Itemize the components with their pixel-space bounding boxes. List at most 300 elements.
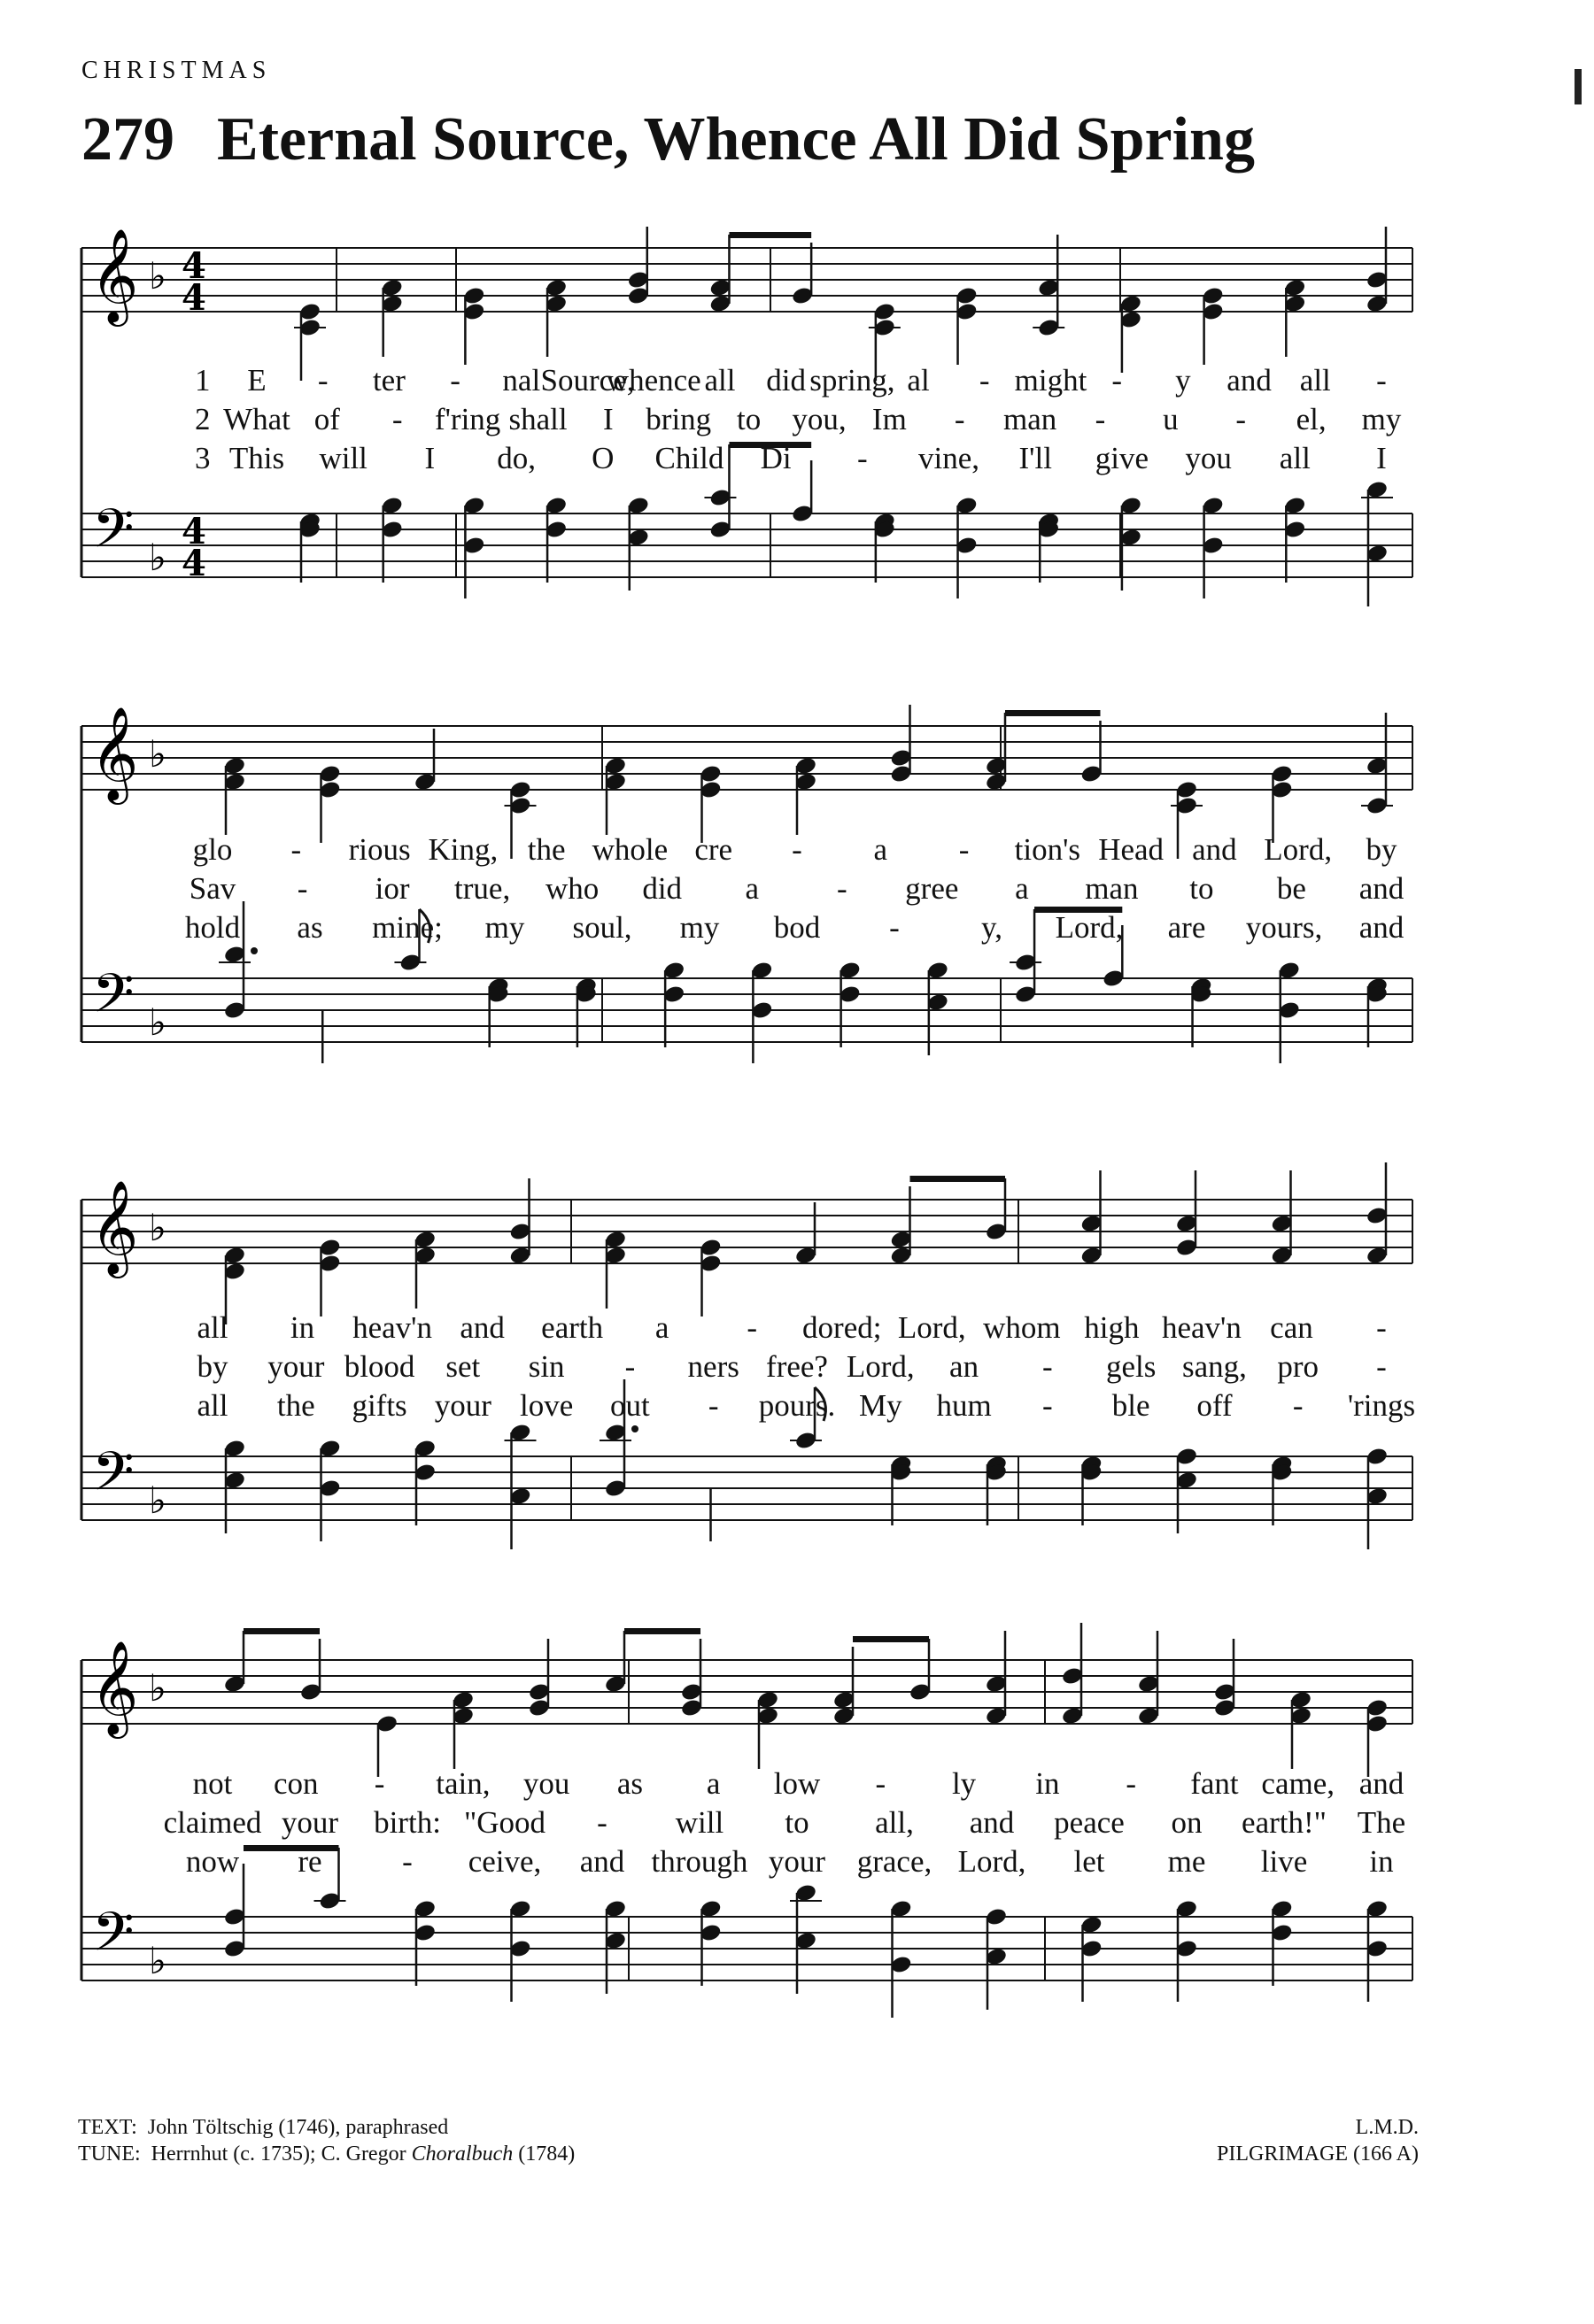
lyric-syllable: your: [434, 1388, 491, 1423]
text-credit-label: TEXT:: [78, 2116, 137, 2139]
lyric-syllable: will: [319, 441, 368, 475]
lyric-syllable: my: [1361, 402, 1402, 436]
lyric-syllable: What: [223, 402, 290, 436]
bass-chord: [699, 1899, 722, 1986]
bass-clef-icon: 𝄢: [92, 1440, 135, 1517]
verse-number: 3: [195, 441, 211, 475]
lyric-syllable: of: [313, 402, 340, 436]
treble-chord: [604, 1631, 627, 1694]
lyric-syllable: are: [1167, 910, 1206, 945]
lyric-syllable: hum: [936, 1388, 992, 1423]
lyric-syllable: by: [1366, 832, 1397, 867]
treble-chord: [528, 1639, 551, 1718]
lyric-syllable: al: [907, 363, 930, 398]
treble-chord: [955, 286, 978, 365]
lyric-syllable: all,: [875, 1805, 914, 1840]
lyric-syllable: did: [642, 871, 683, 906]
text-credit: John Töltschig (1746), paraphrased: [147, 2116, 449, 2139]
hyphen: -: [1111, 363, 1122, 398]
bass-chord: [955, 496, 978, 598]
lyric-syllable: y: [1175, 363, 1191, 398]
beam: [244, 1628, 320, 1634]
lyric-syllable: to: [1189, 871, 1214, 906]
lyric-syllable: My: [858, 1388, 902, 1423]
bass-chord: [627, 496, 650, 591]
lyric-syllable: and: [460, 1310, 505, 1345]
bass-chord: [508, 1899, 531, 2002]
lyric-syllable: will: [675, 1805, 724, 1840]
treble-chord: [1366, 1162, 1389, 1265]
treble-chord: [889, 1186, 912, 1265]
treble-chord: [627, 227, 650, 305]
lyric-syllable: and: [1358, 871, 1404, 906]
time-signature-top: 4: [182, 511, 206, 552]
lyric-syllable: in: [1369, 1844, 1394, 1879]
lyric-syllable: y,: [981, 910, 1002, 945]
lyric-syllable: glo: [192, 832, 233, 867]
lyric-syllable: man: [1085, 871, 1139, 906]
lyric-syllable: you: [522, 1766, 570, 1801]
lyric-syllable: in: [290, 1310, 315, 1345]
lyric-syllable: be: [1276, 871, 1306, 906]
treble-chord: [414, 729, 437, 791]
margin-mark: [1575, 69, 1582, 104]
treble-chord: [1270, 764, 1293, 843]
hymn-title: Eternal Source, Whence All Did Spring: [217, 105, 1255, 174]
meter: L.M.D.: [1355, 2116, 1419, 2139]
bass-chord: [462, 496, 485, 598]
hyphen: -: [1376, 363, 1387, 398]
lyric-syllable: an: [949, 1349, 979, 1384]
lyric-syllable: the: [527, 832, 566, 867]
lyric-syllable: I'll: [1018, 441, 1052, 475]
beam: [624, 1628, 700, 1634]
lyric-syllable: rious: [348, 832, 411, 867]
lyric-syllable: Child: [654, 441, 724, 475]
lyric-syllable: your: [267, 1349, 325, 1384]
lyric-line: [177, 1766, 1404, 1805]
lyric-syllable: sang,: [1181, 1349, 1247, 1384]
treble-chord: [604, 756, 627, 835]
lyric-syllable: who: [546, 871, 600, 906]
lyric-syllable: as: [616, 1766, 643, 1801]
bass-chord: [298, 512, 321, 583]
bass-chord: [1119, 496, 1142, 591]
lyric-syllable: "Good: [463, 1805, 546, 1840]
lyric-syllable: your: [768, 1844, 826, 1879]
lyric-syllable: claimed: [163, 1805, 262, 1840]
lyric-syllable: all: [197, 1388, 228, 1423]
lyric-syllable: ceive,: [468, 1844, 542, 1879]
hyphen: -: [374, 1766, 385, 1801]
lyric-syllable: E: [247, 363, 267, 398]
flat-icon: ♭: [149, 732, 166, 776]
lyric-syllable: Lord,: [957, 1844, 1026, 1879]
lyric-syllable: 'rings: [1347, 1388, 1416, 1423]
lyric-syllable: King,: [428, 832, 499, 867]
bass-chord: [604, 1899, 627, 1994]
hymn-number: 279: [81, 105, 174, 174]
lyric-syllable: ter: [372, 363, 406, 398]
bass-chord: [1366, 977, 1389, 1047]
lyric-syllable: blood: [344, 1349, 415, 1384]
lyric-syllable: Lord,: [1264, 832, 1333, 867]
hyphen: -: [1376, 1349, 1387, 1384]
music-system: [0, 682, 1594, 1133]
lyric-syllable: pours.: [758, 1388, 836, 1423]
treble-chord: [414, 1230, 437, 1309]
treble-chord: [452, 1690, 475, 1769]
lyric-syllable: mine;: [372, 910, 443, 945]
tune-credit-book: Choralbuch: [411, 2143, 514, 2166]
lyric-syllable: high: [1084, 1310, 1140, 1345]
treble-chord: [756, 1690, 779, 1769]
lyric-line: [177, 441, 1404, 480]
lyric-syllable: all: [1299, 363, 1331, 398]
lyric-syllable: and: [1192, 832, 1237, 867]
treble-chord: [223, 1631, 246, 1694]
bass-chord: [889, 1455, 912, 1525]
bass-chord: [1037, 512, 1060, 583]
section-label: CHRISTMAS: [81, 57, 272, 84]
bass-chord: [1366, 1447, 1389, 1549]
lyric-syllable: The: [1357, 1805, 1406, 1840]
tune-name: PILGRIMAGE (166 A): [1217, 2143, 1419, 2166]
lyric-line: [177, 832, 1404, 871]
flat-icon: ♭: [149, 1479, 166, 1522]
treble-chord: [1270, 1170, 1293, 1265]
flat-icon: ♭: [149, 1939, 166, 1982]
lyric-syllable: Sav: [189, 871, 236, 906]
music-system: [0, 1611, 1594, 2072]
treble-chord: [223, 756, 246, 835]
lyric-syllable: give: [1095, 441, 1149, 475]
treble-clef-icon: 𝄞: [90, 706, 139, 800]
treble-chord: [545, 278, 568, 357]
lyric-syllable: ble: [1111, 1388, 1150, 1423]
bass-chord: [1270, 1455, 1293, 1525]
treble-clef-icon: 𝄞: [90, 228, 139, 322]
time-signature-bottom: 4: [182, 277, 206, 319]
lyric-syllable: Head: [1098, 832, 1165, 867]
hyphen: -: [391, 402, 403, 436]
lyric-syllable: birth:: [374, 1805, 441, 1840]
lyric-syllable: can: [1270, 1310, 1313, 1345]
lyric-syllable: Lord,: [846, 1349, 915, 1384]
bass-chord: [414, 1899, 437, 1986]
lyric-syllable: all: [1279, 441, 1311, 475]
lyric-syllable: did: [766, 363, 807, 398]
lyric-syllable: ior: [375, 871, 410, 906]
treble-chord: [889, 705, 912, 784]
lyric-syllable: whom: [983, 1310, 1061, 1345]
lyric-syllable: gree: [905, 871, 959, 906]
hyphen: -: [290, 832, 302, 867]
lyric-line: [177, 402, 1404, 441]
lyric-line: [163, 1805, 1406, 1844]
lyric-syllable: peace: [1054, 1805, 1125, 1840]
lyric-syllable: heav'n: [1161, 1310, 1242, 1345]
lyric-syllable: a: [654, 1310, 669, 1345]
bass-chord: [223, 1439, 246, 1533]
music-system: [0, 1151, 1594, 1611]
treble-chord: [1366, 227, 1389, 313]
lyric-syllable: my: [679, 910, 720, 945]
bass-chord: [1079, 1455, 1103, 1525]
treble-chord: [1202, 286, 1225, 365]
bass-chord: [662, 961, 685, 1047]
lyric-syllable: Lord,: [1055, 910, 1124, 945]
lyric-syllable: whole: [592, 832, 669, 867]
lyric-line: [177, 1844, 1404, 1883]
bass-chord: [505, 1423, 537, 1549]
lyric-syllable: re: [298, 1844, 322, 1879]
lyric-syllable: in: [1035, 1766, 1060, 1801]
lyric-syllable: tion's: [1014, 832, 1081, 867]
lyric-syllable: the: [276, 1388, 315, 1423]
treble-chord: [299, 1639, 322, 1702]
hyphen: -: [317, 363, 329, 398]
lyric-syllable: my: [484, 910, 525, 945]
treble-chord: [1119, 294, 1142, 373]
lyric-syllable: all: [704, 363, 736, 398]
flat-icon: ♭: [149, 536, 166, 579]
tune-credit: Herrnhut (c. 1735); C. Gregor: [151, 2143, 412, 2166]
beam: [910, 1176, 1006, 1182]
verse-number: 1: [195, 363, 211, 398]
bass-chord: [1270, 1899, 1293, 1986]
bass-chord: [1202, 496, 1225, 598]
lyric-syllable: Di: [760, 441, 792, 475]
lyric-syllable: Im: [871, 402, 907, 436]
bass-chord: [926, 961, 949, 1055]
hyphen: -: [708, 1388, 719, 1423]
bass-chord: [1278, 961, 1301, 1063]
lyric-syllable: you,: [792, 402, 847, 436]
bass-chord: [1189, 977, 1212, 1047]
lyric-syllable: ners: [687, 1349, 739, 1384]
hyphen: -: [857, 441, 868, 475]
lyric-syllable: a: [745, 871, 759, 906]
treble-chord: [1366, 1698, 1389, 1777]
tune-credit-line: [78, 2141, 575, 2167]
hyphen: -: [1095, 402, 1106, 436]
lyric-syllable: whence: [606, 363, 701, 398]
flat-icon: ♭: [149, 1206, 166, 1249]
lyric-syllable: free?: [766, 1349, 828, 1384]
lyric-syllable: u: [1163, 402, 1179, 436]
hyphen: -: [1042, 1388, 1053, 1423]
lyric-syllable: shall: [508, 402, 568, 436]
treble-chord: [1033, 235, 1064, 337]
treble-clef-icon: 𝄞: [90, 1640, 139, 1734]
lyric-syllable: hold: [184, 910, 241, 945]
treble-chord: [699, 764, 722, 843]
hyphen: -: [1376, 1310, 1387, 1345]
treble-chord: [1175, 1170, 1198, 1257]
lyric-syllable: and: [1226, 363, 1272, 398]
bass-chord: [985, 1907, 1008, 2010]
hyphen: -: [979, 363, 990, 398]
lyric-syllable: grace,: [856, 1844, 932, 1879]
lyric-syllable: as: [297, 910, 323, 945]
lyric-syllable: came,: [1261, 1766, 1335, 1801]
lyric-syllable: heav'n: [352, 1310, 433, 1345]
bass-chord: [750, 961, 773, 1063]
treble-chord: [462, 286, 485, 365]
lyric-syllable: me: [1167, 1844, 1206, 1879]
lyric-syllable: and: [1358, 910, 1404, 945]
treble-chord: [1283, 278, 1306, 357]
treble-chord: [985, 1178, 1008, 1241]
hyphen: -: [792, 832, 802, 867]
lyric-line: [177, 871, 1404, 910]
music-system: [0, 204, 1594, 673]
hyphen: -: [836, 871, 847, 906]
flat-icon: ♭: [149, 1000, 166, 1044]
text-credit-line: [78, 2114, 575, 2141]
treble-chord: [1137, 1631, 1160, 1726]
bass-chord: [318, 1439, 341, 1541]
lyric-syllable: low: [773, 1766, 821, 1801]
bass-chord: [985, 1455, 1008, 1525]
lyric-syllable: cre: [694, 832, 733, 867]
lyric-syllable: love: [520, 1388, 574, 1423]
lyric-syllable: your: [281, 1805, 339, 1840]
hyphen: -: [1126, 1766, 1136, 1801]
bass-chord: [790, 1883, 822, 1994]
lyric-syllable: Source,: [540, 363, 635, 398]
hyphen: -: [954, 402, 965, 436]
treble-chord: [381, 278, 404, 357]
lyric-syllable: a: [873, 832, 888, 867]
lyric-line: [177, 363, 1404, 402]
lyric-syllable: a: [706, 1766, 721, 1801]
time-signature-top: 4: [182, 245, 206, 287]
lyric-syllable: yours,: [1245, 910, 1323, 945]
hyphen: -: [624, 1349, 636, 1384]
bass-chord: [1175, 1899, 1198, 2002]
treble-chord: [1061, 1623, 1084, 1726]
beam: [1005, 710, 1101, 716]
lyric-syllable: to: [737, 402, 762, 436]
lyric-syllable: tain,: [436, 1766, 491, 1801]
tune-credit-year: (1784): [513, 2143, 576, 2166]
lyric-syllable: dored;: [802, 1310, 882, 1345]
lyric-syllable: This: [228, 441, 285, 475]
lyric-syllable: on: [1171, 1805, 1203, 1840]
lyric-syllable: I: [1376, 441, 1387, 475]
bass-chord: [487, 977, 510, 1047]
lyric-line: [177, 1349, 1404, 1388]
lyric-syllable: I: [603, 402, 614, 436]
treble-chord: [985, 713, 1008, 791]
lyric-syllable: Lord,: [897, 1310, 966, 1345]
treble-chord: [604, 1230, 627, 1309]
tune-credit-label: TUNE:: [78, 2143, 141, 2166]
lyric-syllable: and: [579, 1844, 625, 1879]
lyric-syllable: set: [445, 1349, 481, 1384]
bass-chord: [381, 496, 404, 583]
lyric-syllable: now: [185, 1844, 240, 1879]
bass-chord: [545, 496, 568, 583]
bass-chord: [1366, 1899, 1389, 2002]
treble-chord: [985, 1631, 1008, 1726]
lyric-syllable: you: [1185, 441, 1232, 475]
treble-chord: [318, 764, 341, 843]
lyric-line: [177, 1388, 1416, 1427]
lyric-syllable: earth: [541, 1310, 604, 1345]
beam: [729, 232, 811, 238]
lyric-syllable: vine,: [918, 441, 980, 475]
lyric-syllable: true,: [454, 871, 511, 906]
treble-chord: [1079, 1170, 1103, 1265]
treble-chord: [708, 235, 731, 313]
hyphen: -: [402, 1844, 413, 1879]
hyphen: -: [1042, 1349, 1053, 1384]
lyric-syllable: gifts: [352, 1388, 407, 1423]
hyphen: -: [450, 363, 460, 398]
hyphen: -: [1235, 402, 1247, 436]
treble-chord: [680, 1639, 703, 1718]
flat-icon: ♭: [149, 1666, 166, 1710]
lyric-syllable: gels: [1105, 1349, 1157, 1384]
treble-chord: [508, 1178, 531, 1265]
lyric-syllable: let: [1073, 1844, 1105, 1879]
hyphen: -: [889, 910, 900, 945]
lyric-syllable: live: [1260, 1844, 1308, 1879]
bass-clef-icon: 𝄢: [92, 962, 135, 1038]
hyphen: -: [297, 871, 308, 906]
lyric-syllable: might: [1014, 363, 1087, 398]
lyric-syllable: bring: [646, 402, 712, 436]
hyphen: -: [875, 1766, 886, 1801]
treble-chord: [1079, 721, 1103, 784]
lyric-syllable: do,: [497, 441, 536, 475]
lyric-syllable: con: [274, 1766, 319, 1801]
lyric-syllable: bod: [773, 910, 821, 945]
lyric-syllable: fant: [1190, 1766, 1239, 1801]
treble-chord: [794, 756, 817, 835]
lyric-syllable: by: [197, 1349, 228, 1384]
treble-chord: [1213, 1639, 1236, 1718]
lyric-syllable: spring,: [809, 363, 895, 398]
lyric-syllable: I: [424, 441, 436, 475]
time-signature-bottom: 4: [182, 543, 206, 584]
lyric-syllable: all: [197, 1310, 228, 1345]
bass-chord: [414, 1439, 437, 1525]
lyric-syllable: earth!": [1242, 1805, 1327, 1840]
treble-chord: [909, 1639, 932, 1702]
lyric-syllable: sin: [528, 1349, 565, 1384]
lyric-line: [177, 910, 1404, 949]
flat-icon: ♭: [149, 254, 166, 297]
hyphen: -: [747, 1310, 758, 1345]
lyric-syllable: not: [192, 1766, 233, 1801]
hyphen: -: [597, 1805, 607, 1840]
bass-chord: [1079, 1915, 1103, 2002]
treble-chord: [794, 1202, 817, 1265]
lyric-syllable: soul,: [572, 910, 632, 945]
treble-chord: [832, 1647, 855, 1726]
lyric-line: [177, 1310, 1404, 1349]
tune-info: [1217, 2114, 1419, 2167]
bass-chord: [873, 512, 896, 583]
lyric-syllable: off: [1196, 1388, 1233, 1423]
lyric-syllable: nal: [502, 363, 541, 398]
bass-chord: [575, 977, 598, 1047]
lyric-syllable: el,: [1296, 402, 1327, 436]
